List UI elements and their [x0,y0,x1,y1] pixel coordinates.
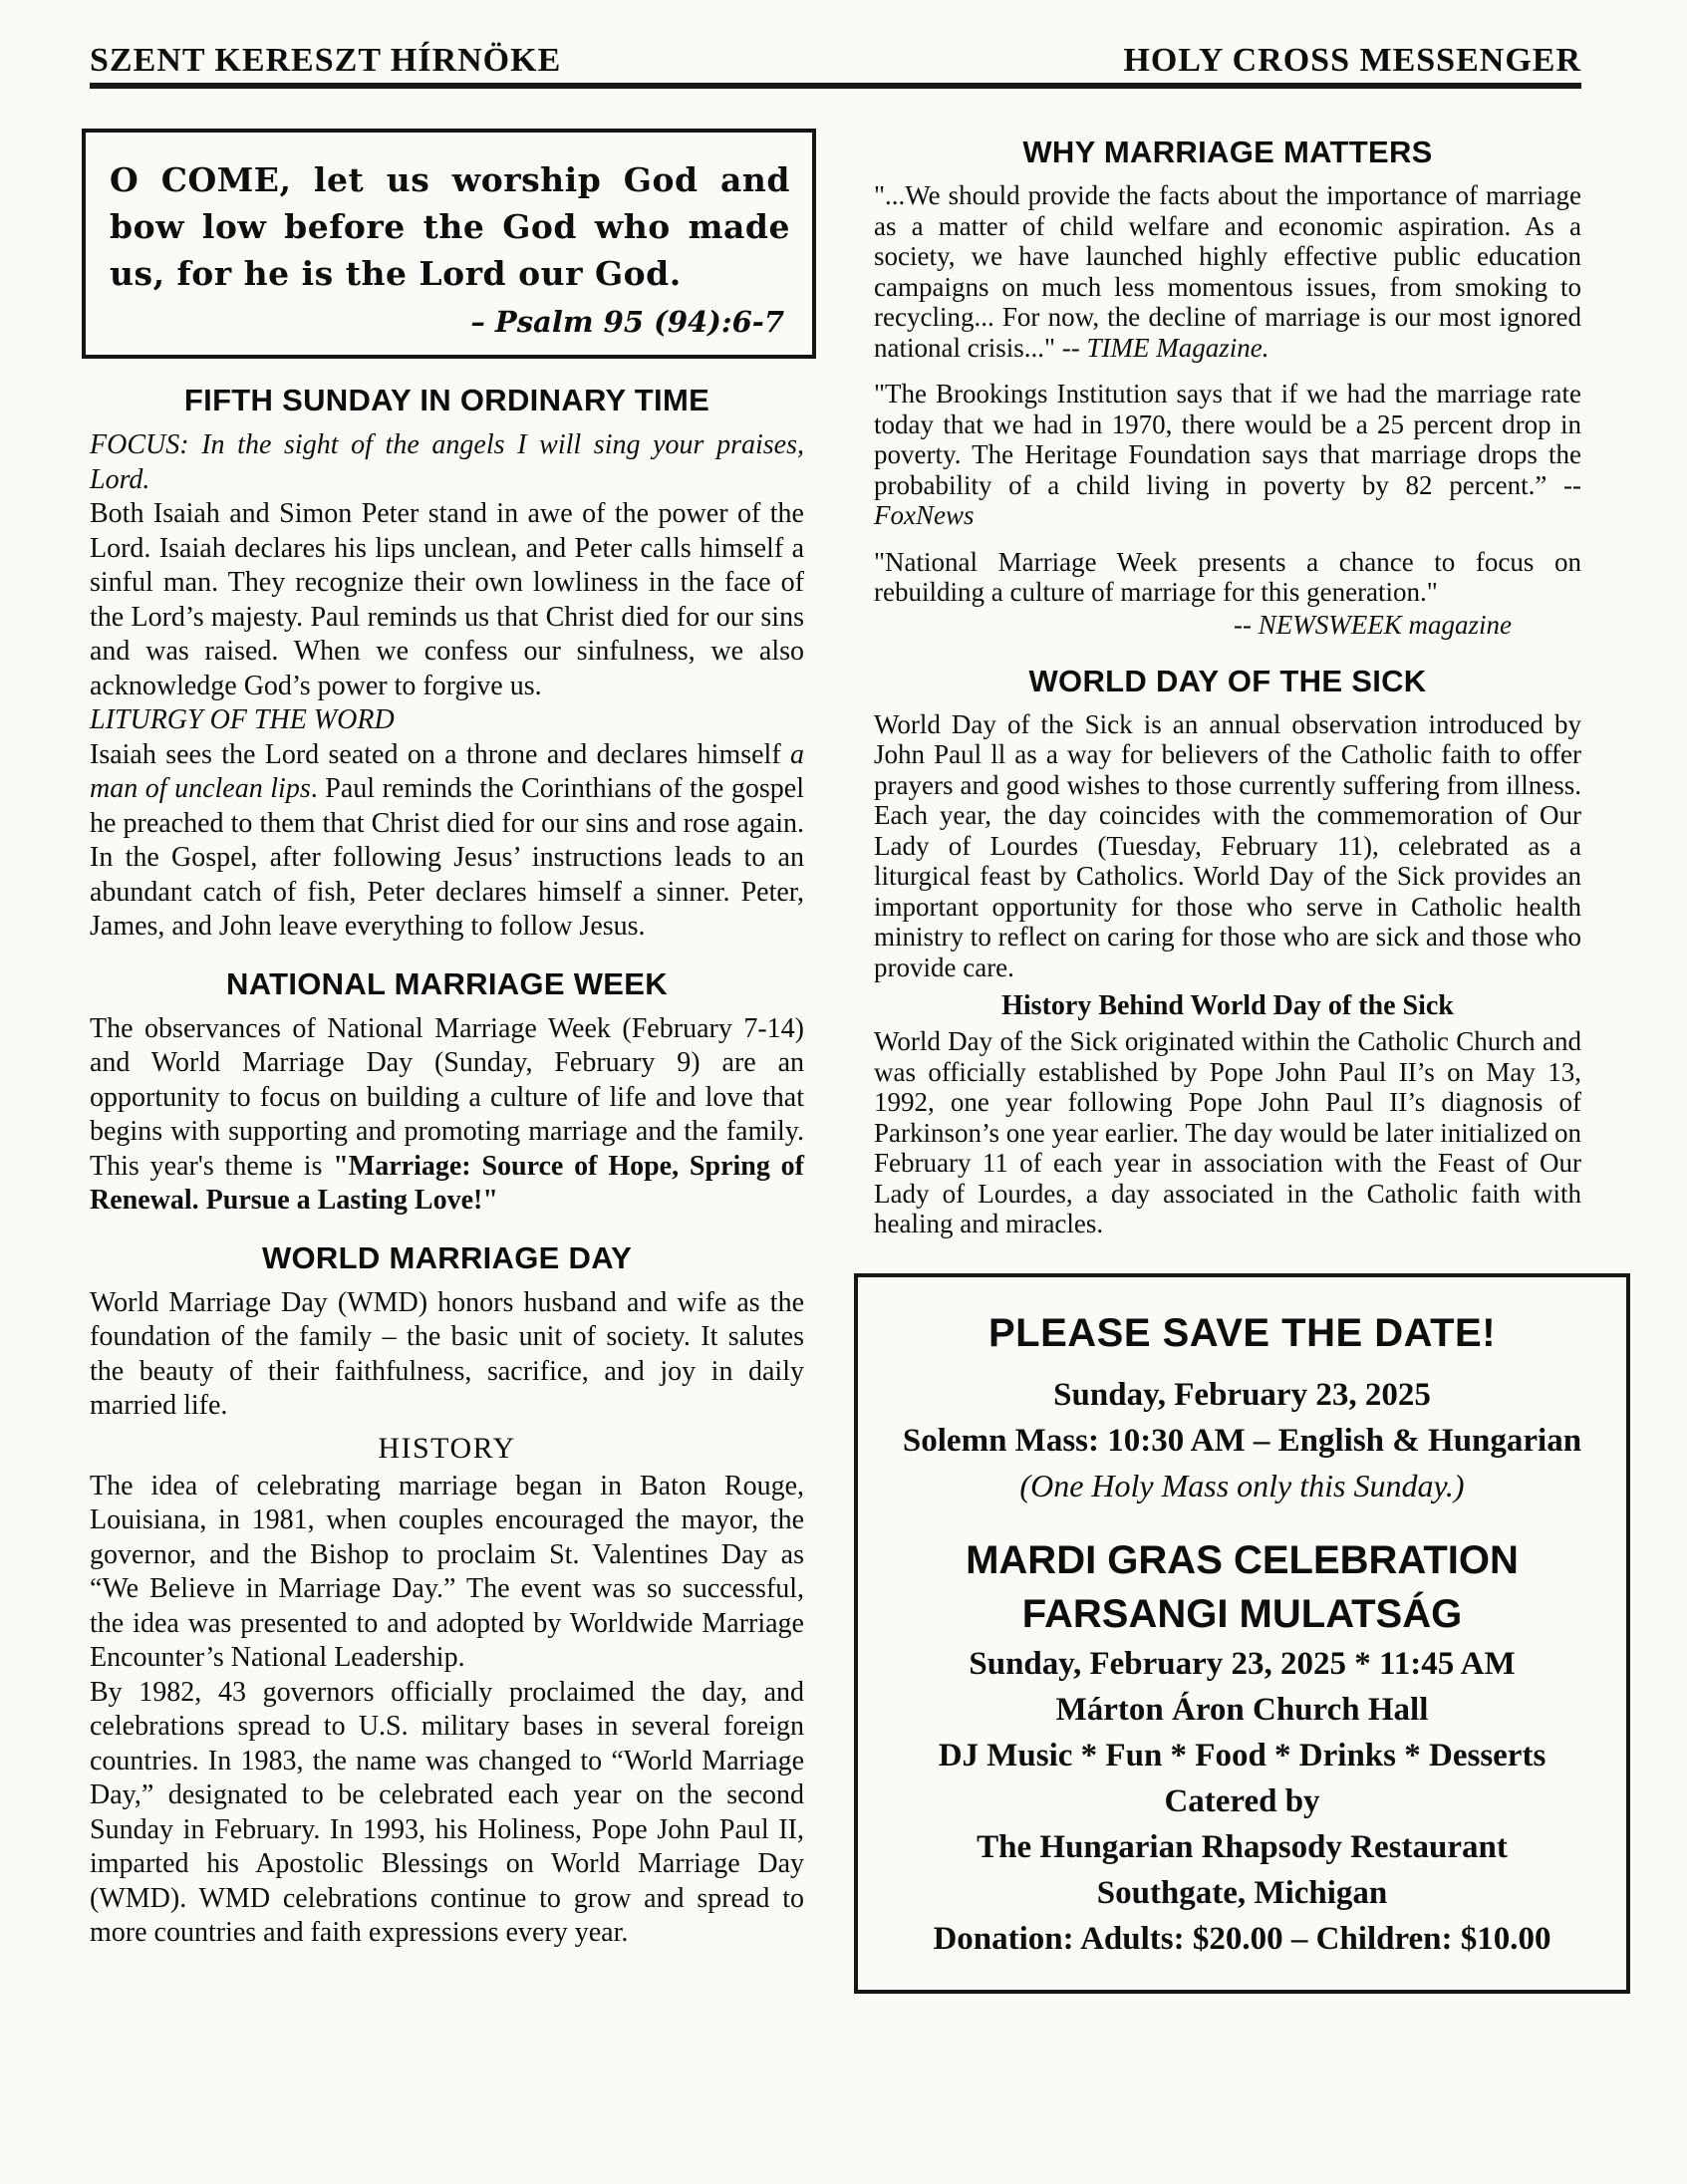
column-left [90,129,804,1994]
masthead-title-right: HOLY CROSS MESSENGER [1123,42,1581,79]
history-paragraph-2: By 1982, 43 governors officially proclaimed the day, and celebrations spread to U.S. military bases in several foreign countries. In 1983, the name was changed to “World Marriage Day,” designated to be celebrated each year on the second Sunday in February. In 1993, his Holiness, Pope John Paul II, imparted his Apostolic Blessings on World Marriage Day (WMD). WMD celebrations continue to grow and spread to more countries and faith expressions every year. [90,1676,804,1948]
liturgy-heading: LITURGY OF THE WORD [90,704,395,735]
event-datetime-line: Sunday, February 23, 2025 * 11:45 AM [969,1645,1516,1682]
save-date-line: Sunday, February 23, 2025 [1053,1376,1431,1413]
psalm-text: O COME, let us worship God and bow low before the God who made us, for he is the Lord our God. [110,160,790,293]
liturgy-part-2: a man of unclean lips [90,738,804,804]
psalm-attribution: – Psalm 95 (94):6-7 [470,305,784,339]
national-marriage-week-body [90,1012,804,1219]
quote-time-source: TIME Magazine. [1086,332,1269,363]
donation-line: Donation: Adults: $20.00 – Children: $10.00 [933,1920,1551,1957]
event-title-hungarian: FARSANGI MULATSÁG [1021,1591,1463,1636]
nmw-theme-text: "Marriage: Source of Hope, Spring of Renewal. Pursue a Lasting Love!" [90,1150,804,1216]
save-the-date-title: PLEASE SAVE THE DATE! [987,1310,1497,1355]
section-heading-national-marriage-week: NATIONAL MARRIAGE WEEK [226,965,668,1001]
section-heading-why-marriage-matters: WHY MARRIAGE MATTERS [1022,135,1433,169]
liturgy-part-3: . Paul reminds the Corinthians of the gospel he preached to them that Christ died for our sins and rose again. In the Gospel, after following Jesus’ instructions leads to an abundant catch of fish, Peter declares himself a sinner. Peter, James, and John leave everything to follow Jesus. [90,773,804,942]
quote-foxnews-text: "The Brookings Institution says that if we had the marriage rate today that we had in 1970, there would be a 25 percent drop in poverty. The Heritage Foundation says that marriage drops the probability of a child living in poverty by 82 percent.” -- [874,379,1581,500]
quote-foxnews [874,379,1581,531]
nmw-body-text: The observances of National Marriage Week (February 7-14) and World Marriage Day (Sunday, February 9) are an opportunity to focus on building a culture of life and love that begins with supporting and promoting marriage and the family. This year's theme is [90,1012,804,1182]
wds-history-subheading: History Behind World Day of the Sick [1001,990,1454,1021]
quote-foxnews-source: FoxNews [874,500,975,530]
section-heading-fifth-sunday: FIFTH SUNDAY IN ORDINARY TIME [183,383,710,417]
event-features-line: DJ Music * Fun * Food * Drinks * Desserts [938,1737,1546,1774]
quote-time-text: "...We should provide the facts about the importance of marriage as a matter of child welfare and economic aspiration. As a society, we have launched highly effective public education campaigns on much less momentous issues, from smoking to recycling... For now, the decline of marriage is our most ignored national crisis..." -- [874,180,1581,363]
masthead [90,42,1581,89]
two-column-layout [90,129,1581,1994]
save-note-line: (One Holy Mass only this Sunday.) [1019,1467,1465,1503]
focus-line: FOCUS: In the sight of the angels I will sing your praises, Lord. [90,429,804,495]
caterer-line: The Hungarian Rhapsody Restaurant [977,1828,1508,1865]
wds-history-body: World Day of the Sick originated within the Catholic Church and was officially established by Pope John Paul II’s on May 13, 1992, one year following Pope John Paul II’s diagnosis of Parkinson’s one year earlier. The day would be later initialized on February 11 of each year in association with the Feast of Our Lady of Lourdes, a day associated in the Catholic faith with healing and miracles. [874,1026,1581,1238]
history-subheading: HISTORY [378,1431,516,1465]
column-right [874,129,1581,1994]
save-the-date-box [854,1273,1630,1994]
section-heading-world-day-of-the-sick: WORLD DAY OF THE SICK [1028,663,1427,698]
world-day-of-the-sick-body: World Day of the Sick is an annual observation introduced by John Paul ll as a way for believers of the Catholic faith to offer prayers and good wishes to those currently suffering from illness. Each year, the day coincides with the commemoration of Our Lady of Lourdes (Tuesday, February 11), celebrated as a liturgical feast by Catholics. World Day of the Sick provides an important opportunity for those who serve in Catholic health ministry to reflect on caring for those who are sick and those who provide care. [874,708,1581,982]
quote-newsweek: "National Marriage Week presents a chance to focus on rebuilding a culture of marriage for this generation." [874,546,1581,607]
save-mass-line: Solemn Mass: 10:30 AM – English & Hungarian [902,1422,1582,1459]
psalm-quote-box [82,129,816,359]
location-line: Southgate, Michigan [1096,1874,1388,1911]
liturgy-body [90,738,804,945]
event-title-english: MARDI GRAS CELEBRATION [966,1537,1519,1582]
event-venue-line: Márton Áron Church Hall [1055,1691,1429,1728]
masthead-rule [90,83,1581,89]
section-heading-world-marriage-day: WORLD MARRIAGE DAY [261,1239,633,1275]
liturgy-part-1: Isaiah sees the Lord seated on a throne and declares himself [90,738,790,770]
quote-time [874,180,1581,363]
history-paragraph-1: The idea of celebrating marriage began in Baton Rouge, Louisiana, in 1981, when couples encouraged the mayor, the governor, and the Bishop to proclaim St. Valentines Day as “We Believe in Marriage Day.” The event was so successful, the idea was presented to and adopted by Worldwide Marriage Encounter’s National Leadership. [90,1470,804,1673]
masthead-title-left: SZENT KERESZT HÍRNÖKE [90,42,562,79]
newsweek-attribution: -- NEWSWEEK magazine [1234,609,1512,640]
catered-by-line: Catered by [1164,1782,1320,1819]
world-marriage-day-body: World Marriage Day (WMD) honors husband and wife as the foundation of the family – the basic unit of society. It salutes the beauty of their faithfulness, sacrifice, and joy in daily married life. [90,1286,804,1421]
fifth-sunday-body: Both Isaiah and Simon Peter stand in awe of the power of the Lord. Isaiah declares his lips unclean, and Peter calls himself a sinful man. They recognize their own lowliness in the face of the Lord’s majesty. Paul reminds us that Christ died for our sins and was raised. When we confess our sinfulness, we also acknowledge God’s power to forgive us. [90,498,804,701]
